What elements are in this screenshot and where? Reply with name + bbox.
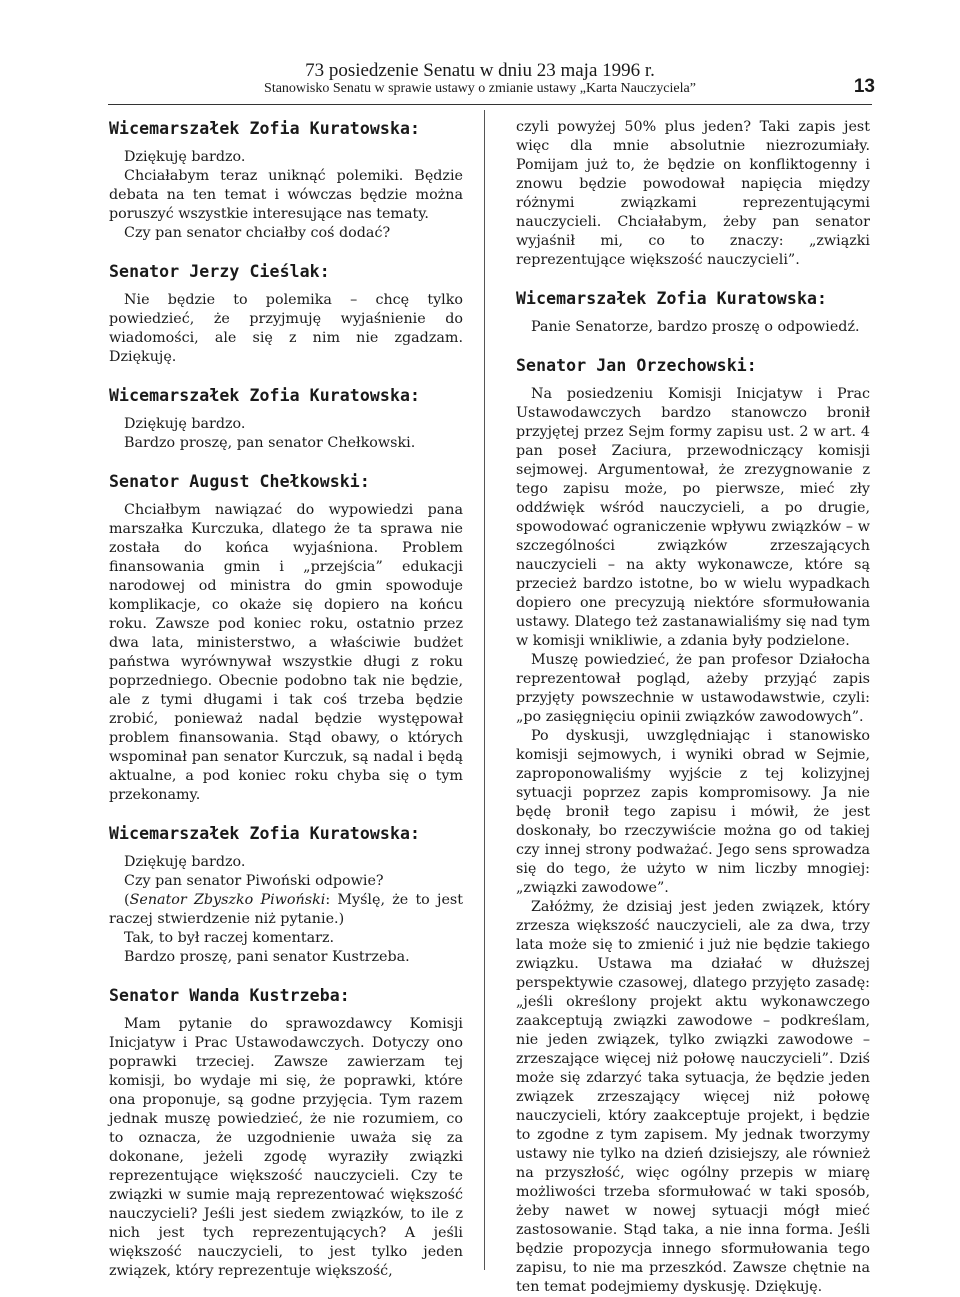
paragraph: Panie Senatorze, bardzo proszę o odpowiedź.: [531, 319, 860, 335]
paragraph: Mam pytanie do sprawozdawcy Komisji Inicjatyw i Prac Ustawodawczych. Dotyczy ono poprawki trzeciej. Zawsze zawierzam tej komisji, bo wydaje mi się, że poprawki, które ona proponuje, są godne przyjęcia. Tym razem jednak muszę powiedzieć, że nie rozumiem, co to oznacza, że uzgodnienie uważa się za dokonane, jeżeli zgodę wyraziły związki reprezentujące większość nauczycieli. Czy te związki w sumie mają reprezentować większość nauczycieli? Jeśli jest siedem związków, to ile z nich jest tych reprezentujących? A jeśli większość nauczycieli, to jest tylko jeden związek, który reprezentuje większość,: [109, 1016, 463, 1279]
header-subtitle: Stanowisko Senatu w sprawie ustawy o zmianie ustawy „Karta Nauczyciela”: [264, 81, 696, 96]
paragraph: Na posiedzeniu Komisji Inicjatyw i Prac Ustawodawczych bardzo stanowczo bronił przyjętej przez Sejm formy zapisu ust. 2 w art. 4 pan poseł Zaciura, przewodniczący komisji sejmowej. Argumentował, że zrezygnowanie z tego zapisu może, po pierwsze, mieć zły oddźwięk wśród nauczycieli, a po drugie, spowodować ograniczenie wpływu związków – w szczególności związków zrzeszających nauczycieli – na akty wykonawcze, które są przecież bardzo istotne, bo w wielu wypadkach dopiero one precyzują niektóre sformułowania ustawy. Dlatego też zastanawialiśmy się nad tym w komisji wnikliwie, a zdania były podzielone.: [516, 386, 870, 649]
speaker-heading: Wicemarszałek Zofia Kuratowska:: [516, 289, 828, 308]
paragraph: Chciałabym teraz uniknąć polemiki. Będzie debata na ten temat i wówczas będzie można poruszyć wszystkie interesujące nas tematy.: [109, 168, 463, 222]
interjection-speaker: Senator Zbyszko Piwoński: [129, 892, 326, 908]
paragraph: Tak, to był raczej komentarz.: [124, 930, 335, 946]
speaker-heading: Senator Wanda Kustrzeba:: [109, 986, 350, 1005]
paragraph: Dziękuję bardzo.: [124, 416, 246, 432]
interjection-open: (: [124, 892, 130, 908]
speaker-heading: Senator Jerzy Cieślak:: [109, 262, 330, 281]
paragraph: Muszę powiedzieć, że pan profesor Działocha reprezentował pogląd, ażeby przyjąć zapis przyjęty powszechnie w ustawodawstwie, czyli: „po zasięgnięciu opinii związków zawodowych”.: [516, 652, 870, 725]
speaker-heading: Senator Jan Orzechowski:: [516, 356, 757, 375]
speaker-heading: Wicemarszałek Zofia Kuratowska:: [109, 824, 421, 843]
speaker-heading: Wicemarszałek Zofia Kuratowska:: [109, 119, 421, 138]
paragraph: czyli powyżej 50% plus jeden? Taki zapis jest więc dla mnie absolutnie niezrozumiały. Pomijam już to, że będzie on konfliktogenny i znowu będzie powodował napięcia między różnymi związkami reprezentującymi nauczycieli. Chciałabym, żeby pan senator wyjaśnił mi, co to znaczy: „związki reprezentujące większość nauczycieli”.: [516, 119, 870, 268]
page-number: 13: [853, 76, 875, 97]
paragraph: Nie będzie to polemika – chcę tylko powiedzieć, że przyjmuję wyjaśnienie do wiadomości, ale się z nim nie zgadzam. Dziękuję.: [109, 292, 463, 365]
paragraph: Po dyskusji, uwzględniając i stanowisko komisji sejmowych, i wyniki obrad w Sejmie, zaproponowaliśmy wyjście z tej kolizyjnej sytuacji poprzez zapis kompromisowy. Ja nie będę bronił tego zapisu i mówił, że jest doskonały, bo rzeczywiście można go od takiej czy innej strony podważać. Jego sens sprowadza się do tego, że użyto w nim liczby mnogiej: „związki zawodowe”.: [516, 728, 870, 896]
paragraph: Chciałbym nawiązać do wypowiedzi pana marszałka Kurczuka, dlatego że ta sprawa nie została do końca wyjaśniona. Problem finansowania gmin i „przejścia” edukacji narodowej od ministra do gmin spowoduje komplikacje, co okaże się dopiero na końcu roku. Zawsze pod koniec roku, ostatnio przez dwa lata, ministerstwo, a właściwie budżet państwa wyrównywał wszystkie długi z roku poprzedniego. Obecnie podobno tak nie będzie, ale z tymi długami i tak coś trzeba będzie zrobić, ponieważ nadal będzie występował problem finansowania. Stąd obawy, o których wspominał pan senator Kurczuk, są nadal i będą aktualne, a pod koniec roku chyba się o tym przekonamy.: [109, 502, 463, 803]
paragraph: Załóżmy, że dzisiaj jest jeden związek, który zrzesza większość nauczycieli, ale za dwa, trzy lata może się to zmienić i już nie będzie takiego związku. Ustawa ma działać w dłuższej perspektywie czasowej, dlatego przyjęto zasadę: „jeśli określony projekt aktu wykonawczego zaakceptują związki zawodowe – podkreślam, nie jeden związek, tylko związki zawodowe – zrzeszające więcej niż połowę nauczycieli”. Dziś może się zdarzyć taka sytuacja, że będzie jeden związek zrzeszający więcej niż połowę nauczycieli, który zaakceptuje projekt, i będzie to zgodne z tym zapisem. My jednak tworzymy ustawy nie tylko na dzień dzisiejszy, ale również na przyszłość, więc ogólny przepis w miarę możliwości trzeba sformułować w taki sposób, żeby nawet w nowej sytuacji mógł mieć zastosowanie. Stąd taka, a nie inna forma. Jeśli będzie propozycja innego sformułowania tego zapisu, to nie ma przeszkód. Zawsze chętnie na ten temat podejmiemy dyskusję. Dziękuję.: [516, 899, 870, 1295]
header-session-title: 73 posiedzenie Senatu w dniu 23 maja 1996 r.: [305, 60, 655, 81]
column-divider: [484, 110, 485, 1270]
interjection-paragraph: [109, 891, 463, 929]
speaker-heading: Wicemarszałek Zofia Kuratowska:: [109, 386, 421, 405]
paragraph: Czy pan senator Piwoński odpowie?: [124, 873, 384, 889]
paragraph: Bardzo proszę, pan senator Chełkowski.: [124, 435, 416, 451]
paragraph: Bardzo proszę, pani senator Kustrzeba.: [124, 949, 410, 965]
left-column: [109, 118, 463, 1281]
paragraph: Czy pan senator chciałby coś dodać?: [124, 225, 391, 241]
page-header: [0, 0, 960, 100]
right-column: [516, 118, 870, 1297]
header-rule: [108, 104, 872, 105]
paragraph: Dziękuję bardzo.: [124, 854, 246, 870]
paragraph: Dziękuję bardzo.: [124, 149, 246, 165]
interjection-text: : Myślę, że to jest raczej stwierdzenie niż pytanie.): [109, 892, 463, 927]
speaker-heading: Senator August Chełkowski:: [109, 472, 370, 491]
